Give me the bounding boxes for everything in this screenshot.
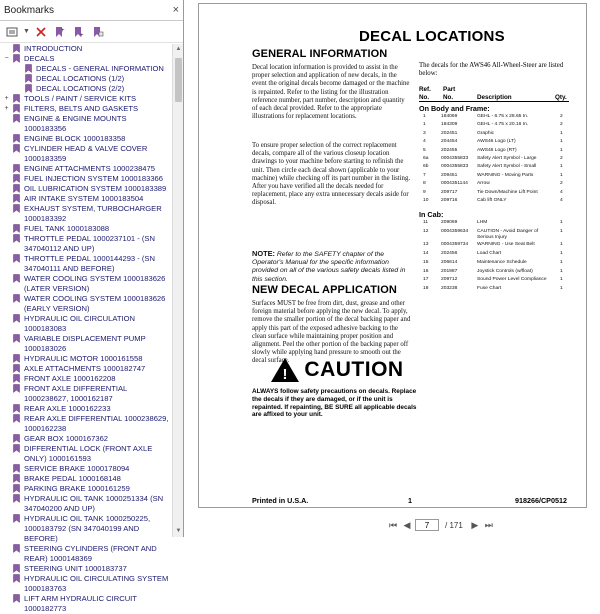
ref-cell: 17: [423, 277, 429, 283]
expand-bookmarks-icon[interactable]: [71, 23, 88, 40]
bookmark-label: AIR INTAKE SYSTEM 1000183504: [24, 194, 144, 203]
bookmark-item[interactable]: [0, 484, 172, 494]
qty-cell: 2: [560, 181, 563, 187]
bookmark-label: FUEL TANK 1000183088: [24, 224, 110, 233]
bookmark-item[interactable]: [0, 94, 172, 104]
bookmark-icon: [12, 274, 21, 283]
qty-cell: 1: [560, 164, 563, 170]
part-cell: 202456: [441, 250, 458, 256]
ref-cell: 6a: [423, 156, 429, 161]
bookmark-item[interactable]: [0, 404, 172, 414]
qty-cell: 1: [560, 268, 563, 274]
page-total: / 171: [445, 520, 463, 530]
desc-cell: Fuse Chart: [477, 286, 502, 292]
prev-page-icon[interactable]: ◀: [403, 519, 411, 530]
bookmark-label: HYDRAULIC OIL TANK 1000250225, 1000183792 (SN 347040199 AND BEFORE): [24, 514, 151, 543]
desc-cell: WARNING - Moving Parts: [477, 172, 534, 178]
bookmark-label: REAR AXLE DIFFERENTIAL 1000238629, 1000162238: [24, 414, 169, 433]
desc-cell: WARNING - Use Seat Belt: [477, 241, 535, 247]
bookmark-label: OIL LUBRICATION SYSTEM 1000183389: [24, 184, 167, 193]
bookmark-label: DIFFERENTIAL LOCK (FRONT AXLE ONLY) 1000161593: [24, 444, 153, 463]
caution-word: CAUTION: [304, 357, 404, 381]
bookmark-icon: [12, 334, 21, 343]
part-cell: 209069: [441, 220, 458, 225]
bookmark-icon: [12, 404, 21, 413]
footer-printed: Printed in U.S.A.: [252, 496, 309, 505]
bookmark-icon: [12, 384, 21, 393]
ref-cell: 14: [423, 250, 429, 256]
bookmark-icon: [12, 474, 21, 483]
bookmark-item[interactable]: [0, 134, 172, 144]
qty-cell: 1: [560, 286, 563, 292]
qty-cell: 1: [560, 259, 563, 265]
note-text: Refer to the SAFETY chapter of the Operator's Manual for the specific information provided on all of the various safety decals listed in this section.: [252, 251, 406, 283]
bookmark-icon: [12, 44, 21, 53]
bookmark-icon: [12, 484, 21, 493]
bookmark-label: TOOLS / PAINT / SERVICE KITS: [24, 94, 137, 103]
bookmark-label: CYLINDER HEAD & VALVE COVER 1000183359: [24, 144, 148, 163]
bookmark-item[interactable]: [0, 84, 172, 94]
expand-toggle-icon[interactable]: +: [4, 95, 9, 102]
bookmark-label: THROTTLE PEDAL 1000144293 - (SN 347040111 AND BEFORE): [24, 254, 155, 273]
ref-cell: 11: [423, 220, 429, 225]
general-info-paragraph-1: Decal location information is provided to assist in the proper selection and application of new decals, in the event the original decals become damaged or the machine is repainted. Refer to the listing for the illustration reference number, part number, description and quantity of each decal provided. Refer to the appropriate illustrations for replacement locations.: [252, 64, 410, 121]
bookmark-label: ENGINE BLOCK 1000183358: [24, 134, 126, 143]
ref-cell: 3: [423, 130, 426, 136]
desc-cell: Graphic: [477, 130, 495, 136]
part-cell: 0004351144: [441, 181, 468, 187]
qty-cell: 1: [560, 277, 563, 283]
bookmark-label: DECALS - GENERAL INFORMATION: [36, 64, 164, 73]
bookmark-item[interactable]: [0, 194, 172, 204]
bookmark-icon: [12, 254, 21, 263]
desc-cell: Tie Down/Machine Lift Point: [477, 189, 538, 195]
qty-cell: 1: [560, 241, 563, 247]
qty-cell: 1: [560, 130, 563, 136]
desc-cell: Load Chart: [477, 250, 502, 256]
bookmark-label: STEERING CYLINDERS (FRONT AND REAR) 1000148369: [24, 544, 157, 563]
caution-banner: [252, 356, 422, 383]
bookmark-icon: [12, 174, 21, 183]
bookmark-label: PARKING BRAKE 1000161259: [24, 484, 130, 493]
bookmark-item[interactable]: [0, 54, 172, 64]
bookmark-label: HYDRAULIC OIL CIRCULATION 1000183083: [24, 314, 135, 333]
bookmark-icon: [12, 514, 21, 523]
bookmark-item[interactable]: [0, 74, 172, 84]
qty-cell: 1: [560, 147, 563, 153]
bookmark-label: STEERING UNIT 1000183737: [24, 564, 127, 573]
ref-cell: 12: [423, 228, 429, 234]
bookmarks-toolbar: [0, 21, 183, 43]
desc-cell: Safety Alert Symbol - Small: [477, 164, 537, 170]
bookmark-item[interactable]: [0, 164, 172, 174]
bookmark-label: ENGINE & ENGINE MOUNTS 1000183356: [24, 114, 127, 133]
bookmark-icon: [24, 74, 33, 83]
bookmark-label: FILTERS, BELTS AND GASKETS: [24, 104, 139, 113]
svg-text:+: +: [61, 27, 65, 34]
bookmark-item[interactable]: [0, 464, 172, 474]
bookmark-label: DECAL LOCATIONS (1/2): [36, 74, 125, 83]
bookmark-item[interactable]: [0, 564, 172, 574]
pdf-page: [198, 3, 587, 508]
ref-cell: 7: [423, 172, 426, 178]
page-navigation: [387, 518, 495, 532]
desc-cell: GEHL - 4.75 x 20.16 In.: [477, 122, 529, 128]
qty-cell: 4: [560, 198, 563, 203]
bookmark-label: SERVICE BRAKE 1000178094: [24, 464, 130, 473]
bookmark-icon: [12, 594, 21, 603]
bookmark-item[interactable]: [0, 114, 172, 134]
desc-cell: Safety Alert Symbol - Large: [477, 156, 537, 161]
general-info-heading: GENERAL INFORMATION: [252, 48, 388, 60]
bookmark-item[interactable]: [0, 64, 172, 74]
bookmark-label: DECAL LOCATIONS (2/2): [36, 84, 125, 93]
part-cell: 209717: [441, 189, 458, 195]
document-area: [184, 0, 600, 537]
bookmark-label: THROTTLE PEDAL 1000237101 - (SN 347040112 AND UP): [24, 234, 155, 253]
desc-cell: Arrow: [477, 181, 490, 187]
bookmark-icon: [12, 564, 21, 573]
general-info-paragraph-2: To ensure proper selection of the correct replacement decals, compare all of the various closeup location drawings to your machine before starting to refinish the unit. Then circle each decal shown (applicable to your machine) while checking off its part number in the listing. After you have verified all the decals needed for replacement, place any extra unnecessary decals aside for disposal.: [252, 142, 411, 207]
col-qty: Qty.: [555, 94, 567, 101]
ref-cell: 4: [423, 139, 426, 145]
bookmark-item[interactable]: [0, 314, 172, 334]
qty-cell: 1: [560, 228, 563, 234]
part-cell: 202455: [441, 147, 458, 153]
note-block: [252, 250, 412, 284]
part-cell: 0004359634: [441, 228, 469, 234]
footer-page-number: 1: [408, 496, 412, 505]
col-description: Description: [477, 94, 512, 101]
ref-cell: 5: [423, 147, 426, 153]
collapse-toggle-icon[interactable]: −: [4, 55, 9, 62]
bookmark-item[interactable]: [0, 414, 172, 434]
ref-cell: 9: [423, 189, 426, 195]
svg-text:+: +: [80, 32, 84, 39]
part-cell: 203238: [441, 286, 458, 292]
bookmark-label: REAR AXLE 1000162233: [24, 404, 111, 413]
bookmark-item[interactable]: [0, 354, 172, 364]
bookmark-label: FRONT AXLE DIFFERENTIAL 1000238627, 1000162187: [24, 384, 127, 403]
bookmark-item[interactable]: [0, 294, 172, 314]
part-cell: 209712: [441, 277, 458, 283]
part-cell: 202451: [441, 130, 458, 136]
bookmark-icon: [12, 144, 21, 153]
bookmark-item[interactable]: [0, 434, 172, 444]
bookmark-item[interactable]: [0, 594, 172, 614]
bookmark-icon: [12, 574, 21, 583]
bookmark-item[interactable]: [0, 474, 172, 484]
bookmark-item[interactable]: [0, 144, 172, 164]
part-cell: 0004355833: [441, 164, 469, 170]
desc-cell: Maintenance Schedule: [477, 259, 527, 265]
page-title: DECAL LOCATIONS: [359, 28, 505, 45]
desc-cell: Cab lift ONLY: [477, 198, 507, 203]
new-decal-heading: NEW DECAL APPLICATION: [252, 284, 397, 296]
bookmark-label: HYDRAULIC MOTOR 1000161558: [24, 354, 143, 363]
bookmark-item[interactable]: [0, 104, 172, 114]
bookmark-icon: [12, 234, 21, 243]
part-cell: 204454: [441, 139, 458, 145]
desc-cell: AWS46 Logo (RT): [477, 147, 517, 153]
desc-cell: AWS46 Logo (LT): [477, 139, 516, 145]
bookmark-label: AXLE ATTACHMENTS 1000182747: [24, 364, 146, 373]
bookmark-list: [0, 44, 172, 613]
bookmark-label: FUEL INJECTION SYSTEM 1000183366: [24, 174, 163, 183]
qty-cell: 2: [560, 156, 563, 161]
bookmark-icon: [12, 314, 21, 323]
ref-cell: 1: [423, 122, 426, 128]
page-number-input[interactable]: [415, 519, 439, 531]
bookmark-item[interactable]: [0, 204, 172, 224]
bookmark-label: VARIABLE DISPLACEMENT PUMP 1000183026: [24, 334, 146, 353]
ref-cell: 15: [423, 259, 429, 265]
qty-cell: 2: [560, 122, 563, 128]
decal-table-header: [419, 86, 569, 102]
footer-doc-number: 918266/CP0512: [515, 496, 567, 505]
part-cell: 201987: [441, 268, 458, 274]
close-icon[interactable]: ×: [172, 4, 179, 16]
bookmark-icon: [24, 84, 33, 93]
bookmark-label: EXHAUST SYSTEM, TURBOCHARGER 1000183392: [24, 204, 162, 223]
bookmark-item[interactable]: [0, 44, 172, 54]
qty-cell: 1: [560, 139, 563, 145]
svg-text:!: !: [282, 365, 288, 383]
desc-cell: GEHL - 6.75 x 28.65 In.: [477, 114, 529, 119]
bookmarks-header: [0, 0, 183, 21]
bookmark-item[interactable]: [0, 364, 172, 374]
new-decal-paragraph: Surfaces MUST be free from dirt, dust, grease and other foreign material before applying the new decal. To apply, remove the smaller portion of the decal backing paper and apply this part of the exposed adhesive backing to the clean surface while maintaining proper position and alignment. Peel the other portion of the backing paper off slowly while applying hand pressure to smooth out the decal surface.: [252, 300, 411, 365]
bookmark-icon: [12, 354, 21, 363]
bookmark-item[interactable]: [0, 374, 172, 384]
bookmark-icon: [12, 364, 21, 373]
qty-cell: 1: [560, 220, 563, 225]
desc-cell: Sound Power Level Compliance: [477, 277, 547, 283]
bookmark-icon: [12, 414, 21, 423]
ref-cell: 6b: [423, 164, 429, 170]
qty-cell: 4: [560, 189, 563, 195]
bookmark-icon: [12, 204, 21, 213]
bookmark-icon: [12, 494, 21, 503]
bookmark-label: WATER COOLING SYSTEM 1000183626 (LATER VERSION): [24, 274, 166, 293]
bookmarks-scrollbar[interactable]: [172, 44, 183, 537]
delete-bookmark-icon[interactable]: [33, 23, 50, 40]
note-label: NOTE:: [252, 249, 275, 258]
bookmark-icon: [12, 134, 21, 143]
ref-cell: 8: [423, 181, 426, 187]
bookmark-item[interactable]: [0, 184, 172, 194]
bookmark-icon: [12, 164, 21, 173]
part-cell: 0004359734: [441, 241, 469, 247]
scroll-thumb[interactable]: [175, 58, 182, 102]
bookmarks-pane: [0, 0, 184, 613]
bookmark-item[interactable]: [0, 494, 172, 514]
warning-triangle-icon: [270, 357, 300, 383]
part-cell: 206614: [441, 259, 458, 265]
ref-cell: 16: [423, 268, 429, 274]
bookmark-icon: [12, 184, 21, 193]
bookmark-item[interactable]: [0, 574, 172, 594]
ref-cell: 13: [423, 241, 429, 247]
col-part: Part No.: [443, 86, 456, 101]
desc-cell: LHM: [477, 220, 488, 225]
bookmark-icon: [12, 374, 21, 383]
bookmark-item[interactable]: [0, 174, 172, 184]
qty-cell: 1: [560, 172, 563, 178]
part-cell: 184069: [441, 114, 458, 119]
desc-cell: CAUTION - Avoid Danger of Serious Injury: [477, 228, 539, 240]
new-bookmark-icon[interactable]: [52, 23, 69, 40]
section-body-frame: On Body and Frame:: [419, 104, 490, 113]
next-page-icon[interactable]: ▶: [471, 519, 479, 530]
bookmarks-title: Bookmarks: [4, 4, 55, 16]
bookmark-item[interactable]: [0, 334, 172, 354]
options-menu-icon[interactable]: [3, 23, 20, 40]
bookmark-label: INTRODUCTION: [24, 44, 83, 53]
bookmark-item[interactable]: [0, 384, 172, 404]
bookmark-icon: [12, 464, 21, 473]
qty-cell: 2: [560, 114, 563, 119]
caution-text: ALWAYS follow safety precautions on decals. Replace the decals if they are damaged, or if the unit is repainted. If repainting, BE SURE all applicable decals are affixed to your unit.: [252, 388, 417, 419]
bookmark-icon: [12, 294, 21, 303]
desc-cell: Joystick Controls (w/float): [477, 268, 533, 274]
part-cell: 184309: [441, 122, 458, 128]
bookmark-label: LIFT ARM HYDRAULIC CIRCUIT 1000182773: [24, 594, 137, 613]
part-cell: 209451: [441, 172, 458, 178]
last-page-icon[interactable]: ⏭: [484, 519, 493, 530]
scroll-down-icon[interactable]: ▼: [175, 528, 182, 534]
bookmark-item[interactable]: [0, 274, 172, 294]
bookmark-label: HYDRAULIC OIL TANK 1000251334 (SN 347040200 AND UP): [24, 494, 164, 513]
first-page-icon[interactable]: ⏮: [388, 519, 398, 530]
bookmark-label: ENGINE ATTACHMENTS 1000238475: [24, 164, 155, 173]
ref-cell: 10: [423, 198, 429, 203]
part-cell: 209716: [441, 198, 458, 203]
scroll-up-icon[interactable]: ▲: [175, 46, 182, 52]
chevron-down-icon[interactable]: ▼: [23, 28, 30, 35]
bookmark-item[interactable]: [0, 224, 172, 234]
ref-cell: 18: [423, 286, 429, 292]
bookmark-item[interactable]: [0, 544, 172, 564]
bookmark-icon: [24, 64, 33, 73]
decal-list-intro: The decals for the AWS46 All-Wheel-Steer are listed below:: [419, 62, 564, 78]
bookmark-icon: [12, 104, 21, 113]
bookmark-icon: [12, 54, 21, 63]
col-ref: Ref. No.: [419, 86, 431, 101]
bookmark-item[interactable]: [0, 234, 172, 254]
part-cell: 0004355833: [441, 156, 469, 161]
bookmark-properties-icon[interactable]: [90, 23, 107, 40]
bookmark-item[interactable]: [0, 444, 172, 464]
bookmark-icon: [12, 544, 21, 553]
section-in-cab: In Cab:: [419, 210, 444, 219]
bookmark-label: GEAR BOX 1000167362: [24, 434, 109, 443]
bookmark-item[interactable]: [0, 514, 172, 544]
bookmark-icon: [12, 194, 21, 203]
bookmark-label: WATER COOLING SYSTEM 1000183626 (EARLY VERSION): [24, 294, 166, 313]
bookmark-icon: [12, 444, 21, 453]
bookmark-icon: [12, 94, 21, 103]
bookmark-label: DECALS: [24, 54, 55, 63]
ref-cell: 1: [423, 114, 426, 119]
expand-toggle-icon[interactable]: +: [4, 105, 9, 112]
qty-cell: 1: [560, 250, 563, 256]
bookmark-icon: [12, 434, 21, 443]
bookmark-icon: [12, 114, 21, 123]
bookmark-label: HYDRAULIC OIL CIRCULATING SYSTEM 1000183763: [24, 574, 169, 593]
bookmark-icon: [12, 224, 21, 233]
bookmark-label: FRONT AXLE 1000162208: [24, 374, 116, 383]
bookmark-label: BRAKE PEDAL 1000168148: [24, 474, 121, 483]
bookmark-item[interactable]: [0, 254, 172, 274]
